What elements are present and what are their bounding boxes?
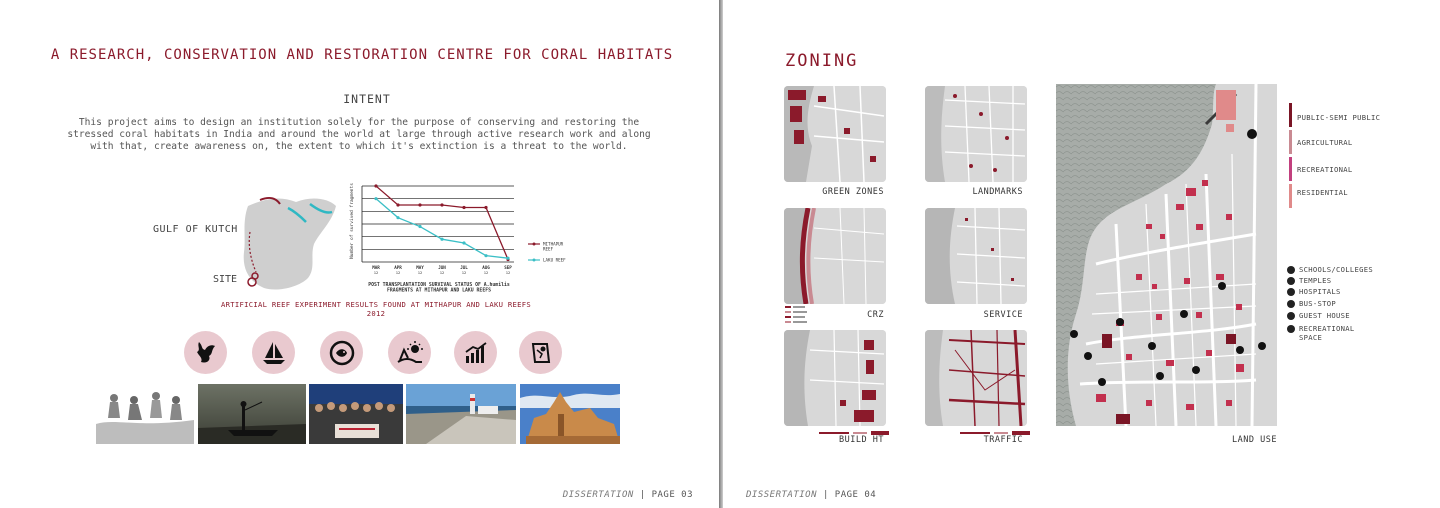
chart-tick-label: 12 xyxy=(395,270,401,275)
left-page xyxy=(0,0,719,508)
chart-point xyxy=(396,216,399,219)
legend-marker xyxy=(533,259,536,262)
legend-swatch-public xyxy=(1289,103,1292,127)
thumb-label: LANDMARKS xyxy=(972,187,1023,197)
chart-caption: ARTIFICIAL REEF EXPERIMENT RESULTS FOUND AT MITHAPUR AND LAKU REEFS 2012 xyxy=(220,300,532,318)
right-page xyxy=(723,0,1440,508)
chart-point xyxy=(440,238,443,241)
site-label: SITE xyxy=(213,274,238,285)
coral-icon xyxy=(184,331,227,374)
footer-separator: | xyxy=(639,490,646,500)
map-landmarks xyxy=(925,86,1027,182)
section-title: ZONING xyxy=(785,51,859,71)
chart-point xyxy=(484,206,487,209)
poi-label: TEMPLES xyxy=(1299,276,1332,285)
chart-title: POST TRANSPLANTATION SURVIVAL STATUS OF A.humilis FRAGMENTS AT MITHAPUR AND LAKU REEFS xyxy=(368,283,510,294)
chart-point xyxy=(462,206,465,209)
chart-tick-label: JUN xyxy=(438,265,446,270)
legend-label: AGRICULTURAL xyxy=(1297,138,1353,147)
chart-tick-label: 12 xyxy=(505,270,511,275)
footer-right xyxy=(746,490,876,500)
legend-label: RECREATIONAL xyxy=(1297,165,1353,174)
guest-house-icon xyxy=(1287,312,1295,320)
map-green-zones xyxy=(784,86,886,182)
photo-temple xyxy=(520,384,620,444)
chart-tick-label: MAY xyxy=(416,265,424,270)
beach-sun-icon xyxy=(388,331,431,374)
poi-guest-house xyxy=(1287,311,1350,320)
photo-volunteers xyxy=(96,384,194,444)
legend-label: RESIDENTIAL xyxy=(1297,188,1348,197)
poi-recreational xyxy=(1287,324,1367,342)
poi-label: SCHOOLS/COLLEGES xyxy=(1299,265,1374,274)
fish-icon xyxy=(320,331,363,374)
gulf-map xyxy=(236,192,346,296)
gulf-label: GULF OF KUTCH xyxy=(153,224,238,235)
legend-swatch-agricultural xyxy=(1289,130,1292,154)
thumb-label: CRZ xyxy=(867,310,884,320)
growth-chart-icon xyxy=(454,331,497,374)
chart-point xyxy=(374,197,377,200)
photo-lighthouse xyxy=(406,384,516,444)
chart-ylabel: Number of survived fragments xyxy=(350,183,355,259)
poi-bus-stop xyxy=(1287,299,1336,308)
chart-point xyxy=(374,184,377,187)
thumb-label: GREEN ZONES xyxy=(822,187,884,197)
poi-temples xyxy=(1287,276,1331,285)
footer-separator: | xyxy=(822,490,829,500)
poi-schools xyxy=(1287,265,1373,274)
chart-point xyxy=(418,203,421,206)
page-number: PAGE 04 xyxy=(834,490,877,500)
intent-heading: INTENT xyxy=(343,92,391,106)
photo-fisherman xyxy=(198,384,306,444)
thumb-label: BUILD HT xyxy=(839,435,884,445)
footer-label: DISSERTATION xyxy=(562,490,634,500)
intent-text: This project aims to design an institution solely for the purpose of conserving and restoring the stressed coral habitats in India and around the world at large through active research work and along with that, create awareness on, the extent to which it's extinction is a threat to the world. xyxy=(67,117,651,152)
map-pin-icon xyxy=(519,331,562,374)
thumb-label: TRAFFIC xyxy=(983,435,1023,445)
footer-label: DISSERTATION xyxy=(746,490,818,500)
land-use-map xyxy=(1056,84,1277,426)
survival-chart xyxy=(344,176,584,300)
chart-point xyxy=(484,254,487,257)
chart-tick-label: AUG xyxy=(482,265,490,270)
map-crz xyxy=(784,208,886,304)
legend-label: PUBLIC-SEMI PUBLIC xyxy=(1297,113,1381,122)
legend-swatch-recreational xyxy=(1289,157,1292,181)
chart-tick-label: SEP xyxy=(504,265,512,270)
chart-point xyxy=(462,241,465,244)
recreational-icon xyxy=(1287,325,1295,333)
map-traffic xyxy=(925,330,1027,426)
page-title: A RESEARCH, CONSERVATION AND RESTORATION CENTRE FOR CORAL HABITATS xyxy=(50,47,674,63)
photo-group xyxy=(309,384,403,444)
temple-icon xyxy=(1287,277,1295,285)
poi-hospitals xyxy=(1287,287,1341,296)
poi-label: HOSPITALS xyxy=(1299,287,1341,296)
chart-point xyxy=(418,225,421,228)
hospital-icon xyxy=(1287,288,1295,296)
chart-tick-label: MAR xyxy=(372,265,380,270)
footer-left xyxy=(563,490,693,500)
school-icon xyxy=(1287,266,1295,274)
chart-tick-label: JUL xyxy=(460,265,468,270)
map-service xyxy=(925,208,1027,304)
chart-tick-label: 12 xyxy=(439,270,445,275)
chart-series-line xyxy=(376,186,508,259)
chart-point xyxy=(506,257,509,260)
page-number: PAGE 03 xyxy=(651,490,693,500)
main-map-label: LAND USE xyxy=(1232,435,1277,445)
legend-label: LAKU REEF xyxy=(543,257,566,263)
chart-tick-label: 12 xyxy=(373,270,379,275)
chart-point xyxy=(440,203,443,206)
boat-icon xyxy=(252,331,295,374)
poi-label: RECREATIONAL SPACE xyxy=(1299,324,1355,342)
legend-swatch-residential xyxy=(1289,184,1292,208)
thumb-label: SERVICE xyxy=(983,310,1023,320)
legend-label: MITHAPUR REEF xyxy=(543,241,564,252)
legend-marker xyxy=(533,243,536,246)
chart-tick-label: 12 xyxy=(483,270,489,275)
bus-stop-icon xyxy=(1287,300,1295,308)
chart-tick-label: 12 xyxy=(417,270,423,275)
poi-label: BUS-STOP xyxy=(1299,299,1337,308)
map-build-ht xyxy=(784,330,886,426)
poi-label: GUEST HOUSE xyxy=(1299,311,1350,320)
chart-tick-label: APR xyxy=(394,265,402,270)
chart-tick-label: 12 xyxy=(461,270,467,275)
chart-point xyxy=(396,203,399,206)
